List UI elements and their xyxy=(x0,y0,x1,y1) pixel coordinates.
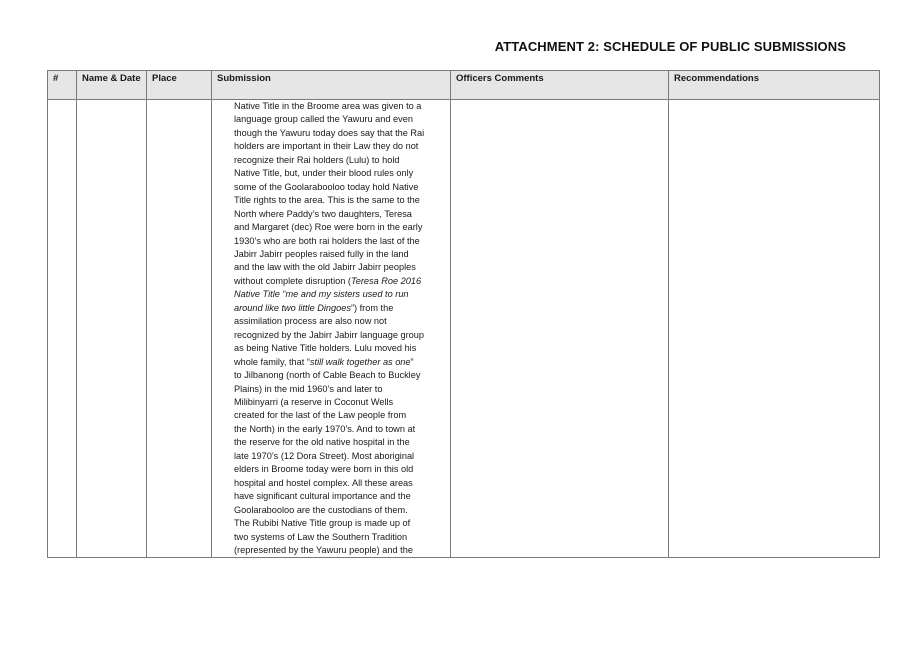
submission-line-text: whole family, that “ xyxy=(234,356,310,367)
submission-line xyxy=(234,356,446,369)
submission-line: the reserve for the old native hospital in the xyxy=(234,437,410,448)
column-header-name-date: Name & Date xyxy=(77,71,147,100)
submission-line: Goolarabooloo are the custodians of them. xyxy=(234,504,408,515)
submission-line: have significant cultural importance and the xyxy=(234,491,411,502)
submission-line: though the Yawuru today does say that the Rai xyxy=(234,127,425,138)
column-header-recommendations: Recommendations xyxy=(669,71,880,100)
submission-line: assimilation process are also now not xyxy=(234,316,387,327)
submission-line xyxy=(234,275,446,288)
submission-line-italic: Teresa Roe 2016 xyxy=(350,275,422,286)
submission-line: North where Paddy’s two daughters, Teresa xyxy=(234,208,412,219)
submission-line: some of the Goolarabooloo today hold Native xyxy=(234,181,419,192)
column-header-number: # xyxy=(48,71,77,100)
submission-line: 1930’s who are both rai holders the last of the xyxy=(234,235,420,246)
submission-line-text: without complete disruption ( xyxy=(234,275,351,286)
column-header-place: Place xyxy=(147,71,212,100)
column-header-submission: Submission xyxy=(212,71,451,100)
submissions-table xyxy=(47,70,880,558)
submission-line: The Rubibi Native Title group is made up of xyxy=(234,518,411,529)
column-header-officers-comments: Officers Comments xyxy=(451,71,669,100)
table-row xyxy=(48,100,880,558)
submission-line-italic: Native Title “me and my sisters used to run xyxy=(234,289,409,300)
submission-line: Native Title in the Broome area was given to a xyxy=(234,101,422,111)
submission-line: recognized by the Jabirr Jabirr language group xyxy=(234,329,424,340)
cell-submission xyxy=(212,100,451,558)
submission-line: late 1970’s (12 Dora Street). Most aboriginal xyxy=(234,450,415,461)
submission-line: Jabirr Jabirr peoples raised fully in the land xyxy=(234,248,409,259)
submission-line-text: ” xyxy=(410,356,414,367)
submission-line: as being Native Title holders. Lulu moved his xyxy=(234,343,417,354)
submission-line: Plains) in the mid 1960’s and later to xyxy=(234,383,383,394)
submission-line: Native Title, but, under their blood rules only xyxy=(234,168,414,179)
submission-line: recognize their Rai holders (Lulu) to hold xyxy=(234,154,400,165)
submission-line xyxy=(234,302,446,315)
submission-line: Title rights to the area. This is the same to the xyxy=(234,195,420,206)
page-title: ATTACHMENT 2: SCHEDULE OF PUBLIC SUBMISSIONS xyxy=(494,39,846,54)
cell-place xyxy=(147,100,212,558)
submission-line: (represented by the Yawuru people) and the xyxy=(234,544,413,555)
submission-line: holders are important in their Law they do not xyxy=(234,141,419,152)
submission-line: created for the last of the Law people from xyxy=(234,410,407,421)
submission-line: and Margaret (dec) Roe were born in the early xyxy=(234,222,423,233)
submission-line: two systems of Law the Southern Tradition xyxy=(234,531,408,542)
submission-text xyxy=(212,100,450,557)
cell-officers-comments xyxy=(451,100,669,558)
cell-number xyxy=(48,100,77,558)
submission-line xyxy=(234,288,446,301)
cell-recommendations xyxy=(669,100,880,558)
submission-line: hospital and hostel complex. All these areas xyxy=(234,477,413,488)
submission-line: language group called the Yawuru and even xyxy=(234,114,413,125)
table-header-row xyxy=(48,71,880,100)
submission-line-text: ”) from the xyxy=(350,302,394,313)
cell-name-date xyxy=(77,100,147,558)
submission-line: Milibinyarri (a reserve in Coconut Wells xyxy=(234,396,394,407)
submission-line: the North) in the early 1970’s. And to town at xyxy=(234,423,416,434)
submission-line-italic: around like two little Dingoes xyxy=(234,302,351,313)
submission-line: and the law with the old Jabirr Jabirr peoples xyxy=(234,262,416,273)
submission-line: to Jilbanong (north of Cable Beach to Buckley xyxy=(234,370,421,381)
submission-line-italic: still walk together as one xyxy=(309,356,411,367)
submission-line: elders in Broome today were born in this old xyxy=(234,464,414,475)
